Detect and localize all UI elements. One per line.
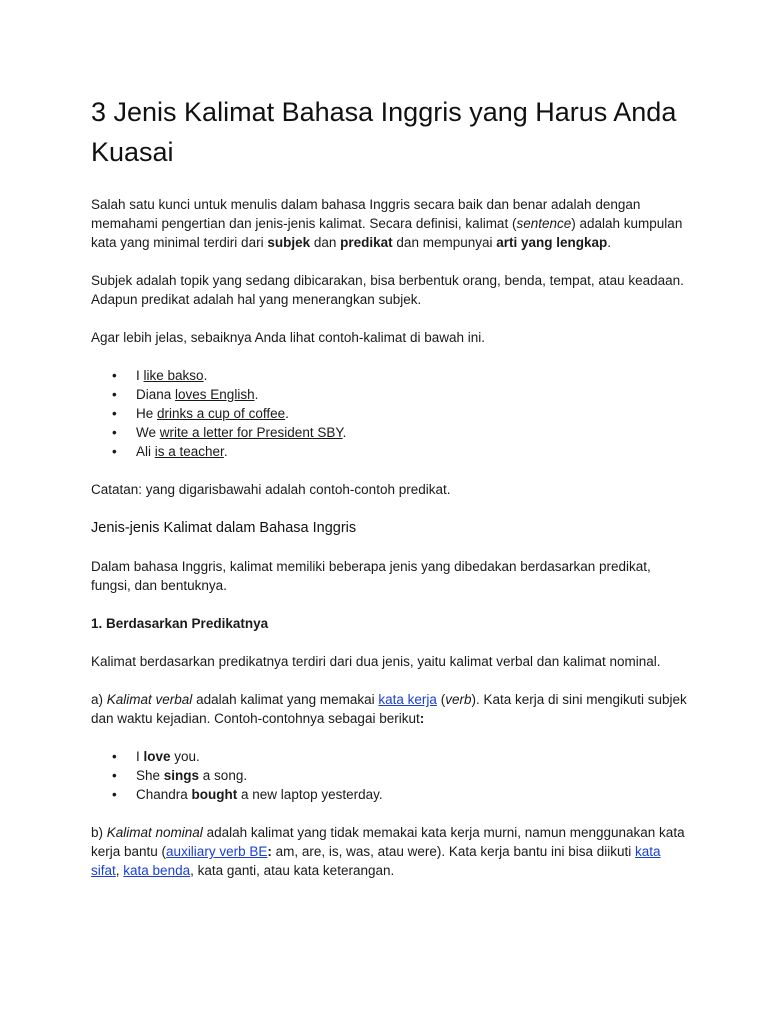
- verbal-example-list: [91, 747, 691, 804]
- intro-text: Salah satu kunci untuk menulis dalam bahasa Inggris secara baik dan benar adalah dengan memahami pengertian dan jenis-jenis kalimat. Secara definisi, kalimat (: [91, 197, 641, 231]
- subject-definition-paragraph: Subjek adalah topik yang sedang dibicarakan, bisa berbentuk orang, benda, tempat, atau keadaan. Adapun predikat adalah hal yang menerangkan subjek.: [91, 273, 684, 307]
- sub-intro-paragraph: Kalimat berdasarkan predikatnya terdiri dari dua jenis, yaitu kalimat verbal dan kalimat nominal.: [91, 654, 661, 669]
- section-intro-paragraph: Dalam bahasa Inggris, kalimat memiliki beberapa jenis yang dibedakan berdasarkan predikat, fungsi, dan bentuknya.: [91, 559, 651, 593]
- list-item: [136, 442, 691, 461]
- verbal-colon: :: [419, 711, 425, 726]
- example-subject: I: [136, 368, 144, 383]
- example-predicate: loves English: [175, 387, 255, 402]
- verbal-text: (: [436, 692, 446, 707]
- example-predicate: like bakso: [143, 368, 204, 383]
- nominal-colon: :: [267, 844, 272, 859]
- example-rest: you.: [170, 749, 200, 764]
- nominal-text: am, are, is, was, atau were). Kata kerja bantu ini bisa diikuti: [271, 844, 636, 859]
- verbal-text: ). Kata kerja di sini mengikuti subjek dan waktu kejadian. Contoh-contohnya sebagai berikut: [91, 692, 687, 726]
- example-predicate: write a letter for President SBY: [159, 425, 343, 440]
- auxiliary-verb-link[interactable]: auxiliary verb BE: [166, 844, 268, 859]
- nominal-text: ,: [115, 863, 124, 878]
- example-subject: She: [136, 768, 164, 783]
- list-item: [136, 423, 691, 442]
- list-item: [136, 766, 691, 785]
- intro-text: ) adalah kumpulan kata yang minimal terdiri dari: [91, 216, 683, 250]
- verbal-text: adalah kalimat yang memakai: [192, 692, 379, 707]
- nominal-text: adalah kalimat yang tidak memakai kata kerja murni, namun menggunakan kata kerja bantu (: [91, 825, 685, 859]
- example-rest: a song.: [199, 768, 248, 783]
- example-verb: bought: [191, 787, 238, 802]
- example-rest: a new laptop yesterday.: [237, 787, 383, 802]
- intro-text: dan mempunyai: [392, 235, 497, 250]
- example-subject: He: [136, 406, 158, 421]
- intro-term-sentence: sentence: [516, 216, 572, 231]
- example-subject: We: [136, 425, 160, 440]
- verbal-term: Kalimat verbal: [106, 692, 193, 707]
- nominal-text: b): [91, 825, 107, 840]
- predicate-example-list: [91, 366, 691, 461]
- list-item: [136, 747, 691, 766]
- kata-sifat-link[interactable]: kata sifat: [91, 844, 661, 878]
- example-end: .: [203, 368, 208, 383]
- list-item: [136, 404, 691, 423]
- kata-benda-link[interactable]: kata benda: [123, 863, 191, 878]
- example-predicate: is a teacher: [154, 444, 224, 459]
- example-subject: Chandra: [136, 787, 192, 802]
- page-title: 3 Jenis Kalimat Bahasa Inggris yang Harus Anda Kuasai: [91, 97, 677, 167]
- list-item: [136, 785, 691, 804]
- example-verb: sings: [163, 768, 200, 783]
- intro-text: .: [607, 235, 612, 250]
- example-intro-paragraph: Agar lebih jelas, sebaiknya Anda lihat contoh-kalimat di bawah ini.: [91, 330, 485, 345]
- example-end: .: [342, 425, 347, 440]
- list-item: [136, 385, 691, 404]
- list-item: [136, 366, 691, 385]
- intro-text: dan: [310, 235, 341, 250]
- example-subject: I: [136, 749, 144, 764]
- verbal-paragraph: [91, 690, 691, 728]
- example-subject: Diana: [136, 387, 176, 402]
- note-paragraph: Catatan: yang digarisbawahi adalah contoh-contoh predikat.: [91, 482, 451, 497]
- example-end: .: [285, 406, 289, 421]
- example-end: .: [223, 444, 228, 459]
- intro-paragraph: [91, 195, 691, 252]
- example-verb: love: [143, 749, 171, 764]
- intro-term-predikat: predikat: [340, 235, 393, 250]
- nominal-term: Kalimat nominal: [106, 825, 203, 840]
- intro-term-arti: arti yang lengkap: [496, 235, 608, 250]
- nominal-text: , kata ganti, atau kata keterangan.: [190, 863, 395, 878]
- example-predicate: drinks a cup of coffee: [157, 406, 286, 421]
- intro-term-subjek: subjek: [267, 235, 311, 250]
- subheading: 1. Berdasarkan Predikatnya: [91, 616, 269, 631]
- example-end: .: [254, 387, 259, 402]
- section-heading: Jenis-jenis Kalimat dalam Bahasa Inggris: [91, 520, 357, 536]
- nominal-paragraph: [91, 823, 691, 880]
- verb-term: verb: [445, 692, 472, 707]
- kata-kerja-link[interactable]: kata kerja: [378, 692, 437, 707]
- document-content: [91, 92, 691, 880]
- example-subject: Ali: [136, 444, 155, 459]
- verbal-text: a): [91, 692, 107, 707]
